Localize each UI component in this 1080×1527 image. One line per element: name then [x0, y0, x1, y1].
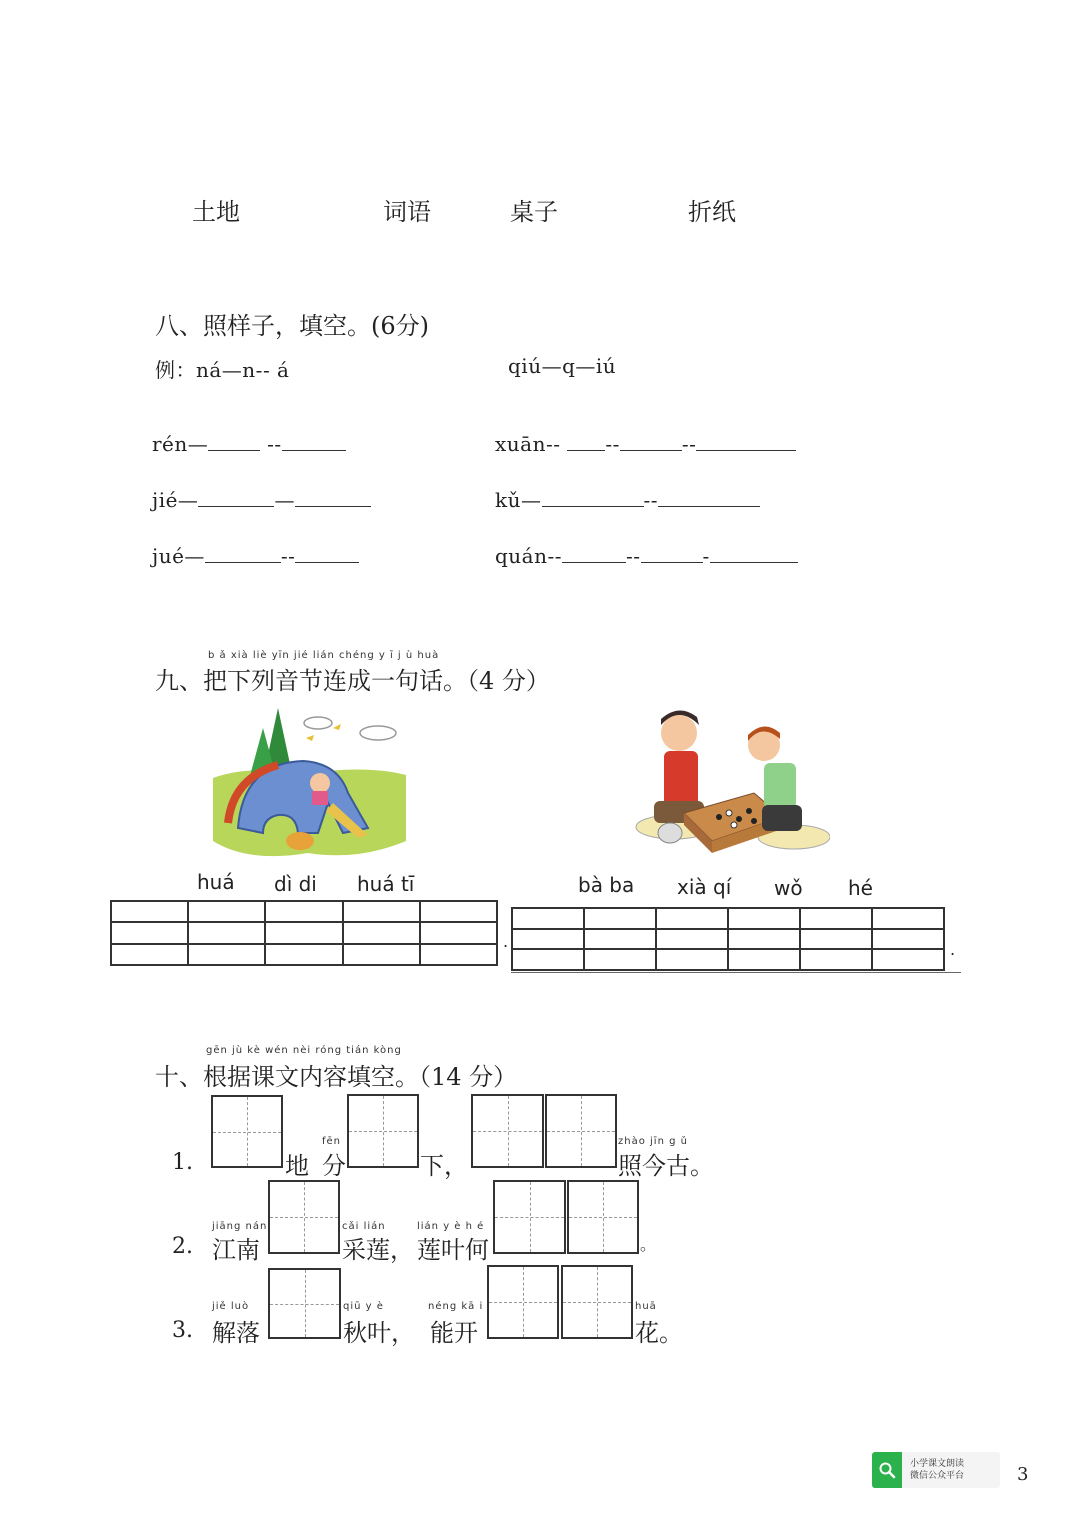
section8-row2-right	[495, 488, 760, 512]
answer-blank[interactable]	[620, 432, 682, 451]
section8-row1-left	[152, 432, 346, 456]
line3-text1: 解落	[212, 1319, 260, 1347]
row-label: rén—	[152, 432, 209, 456]
line3-text2: 秋叶，	[343, 1319, 415, 1347]
right-word-1: bà ba	[578, 873, 635, 897]
writing-grid-left[interactable]	[110, 900, 498, 966]
tian-box[interactable]	[268, 1268, 341, 1339]
right-word-2: xià qí	[677, 875, 732, 899]
row-separator: --	[643, 488, 659, 512]
row-separator: --	[605, 432, 620, 456]
answer-blank[interactable]	[641, 544, 703, 563]
row-separator: --	[681, 432, 697, 456]
section9-title: 九、把下列音节连成一句话。（4 分）	[155, 667, 550, 695]
answer-blank[interactable]	[658, 488, 760, 507]
line2-pinyin1: jiāng nán	[212, 1221, 268, 1232]
line2-pinyin2: cǎi lián	[342, 1221, 386, 1232]
line1-text3: 下，	[420, 1152, 468, 1180]
line2-number: 2.	[172, 1234, 193, 1259]
tian-box[interactable]	[493, 1180, 566, 1254]
line3-text4: 花。	[635, 1319, 683, 1347]
badge-line-2: 微信公众平台	[910, 1471, 965, 1481]
section8-row2-left	[152, 488, 371, 512]
answer-blank[interactable]	[295, 544, 359, 563]
line3-number: 3.	[172, 1318, 193, 1343]
row-separator: —	[274, 488, 295, 512]
line2-text1: 江南	[212, 1236, 260, 1264]
tian-box[interactable]	[487, 1265, 559, 1339]
page-number: 3	[1017, 1464, 1029, 1485]
section8-row3-left	[152, 544, 359, 568]
answer-blank[interactable]	[542, 488, 644, 507]
line1-text2: 分	[322, 1152, 346, 1180]
writing-grid-right[interactable]	[511, 907, 945, 971]
tian-box[interactable]	[567, 1180, 639, 1254]
left-grid-end: .	[503, 932, 509, 951]
tian-box[interactable]	[268, 1180, 340, 1254]
section10-title: 十、根据课文内容填空。（14 分）	[155, 1063, 518, 1091]
row-label: quán--	[495, 544, 563, 568]
tian-box[interactable]	[561, 1265, 633, 1339]
answer-blank[interactable]	[562, 544, 626, 563]
word-1: 土地	[192, 198, 240, 226]
section8-example-1: 例：ná—n-- á	[155, 358, 290, 382]
line3-pinyin2: qiū y è	[343, 1301, 384, 1312]
section8-example-2: qiú—q—iú	[508, 354, 617, 378]
row-separator: --	[626, 544, 641, 568]
section8-row1-right	[495, 432, 796, 456]
right-grid-end: .	[950, 940, 956, 959]
wechat-badge	[872, 1452, 1000, 1488]
line3-pinyin3: néng kā i	[428, 1301, 484, 1312]
word-3: 桌子	[510, 198, 558, 226]
line1-text1: 地	[285, 1152, 309, 1180]
right-word-3: wǒ	[774, 876, 803, 900]
line3-pinyin4: huā	[635, 1301, 657, 1312]
line3-text3: 能开	[430, 1319, 478, 1347]
row-label: xuān--	[495, 432, 561, 456]
answer-blank[interactable]	[205, 544, 281, 563]
answer-blank[interactable]	[295, 488, 371, 507]
answer-blank[interactable]	[282, 432, 346, 451]
go-game-picture	[634, 705, 830, 860]
slide-picture	[208, 703, 408, 865]
right-word-4: hé	[848, 876, 873, 900]
line1-pinyin2: fēn	[322, 1136, 342, 1147]
left-word-1: huá	[197, 870, 235, 894]
line1-text4: 照今古。	[618, 1152, 714, 1180]
tian-box[interactable]	[471, 1094, 544, 1168]
line3-pinyin1: jiě luò	[212, 1301, 250, 1312]
word-4: 折纸	[688, 198, 736, 226]
answer-blank[interactable]	[208, 432, 260, 451]
section8-title: 八、照样子，填空。(6分)	[155, 312, 429, 340]
row-label: jié—	[152, 488, 199, 512]
tian-box[interactable]	[545, 1094, 617, 1168]
line1-pinyin4: zhào jīn g ǔ	[618, 1136, 688, 1147]
section9-pinyin: b ǎ xià liè yīn jié lián chéng y ī j ù huà	[208, 650, 440, 661]
line2-text4: 。	[640, 1235, 657, 1254]
section8-row3-right	[495, 544, 798, 568]
badge-line-1: 小学课文朗读	[910, 1459, 965, 1469]
section10-pinyin: gēn jù kè wén nèi róng tián kòng	[206, 1045, 402, 1056]
answer-blank[interactable]	[198, 488, 274, 507]
grid-underline	[511, 972, 961, 973]
search-icon	[872, 1452, 902, 1488]
answer-blank[interactable]	[696, 432, 796, 451]
answer-blank[interactable]	[567, 432, 605, 451]
line2-text3: 莲叶何	[417, 1236, 489, 1264]
tian-box[interactable]	[211, 1095, 283, 1168]
row-separator: --	[267, 432, 282, 456]
row-separator: -	[702, 544, 710, 568]
line2-text2: 采莲，	[342, 1236, 414, 1264]
row-label: jué—	[152, 544, 205, 568]
line1-number: 1.	[172, 1150, 193, 1175]
row-separator: --	[280, 544, 296, 568]
word-2: 词语	[383, 198, 431, 226]
line2-pinyin3: lián y è h é	[417, 1221, 485, 1232]
left-word-3: huá tī	[357, 872, 415, 896]
row-label: kǔ—	[495, 488, 542, 512]
tian-box[interactable]	[347, 1094, 419, 1168]
answer-blank[interactable]	[710, 544, 798, 563]
left-word-2: dì di	[274, 872, 317, 896]
